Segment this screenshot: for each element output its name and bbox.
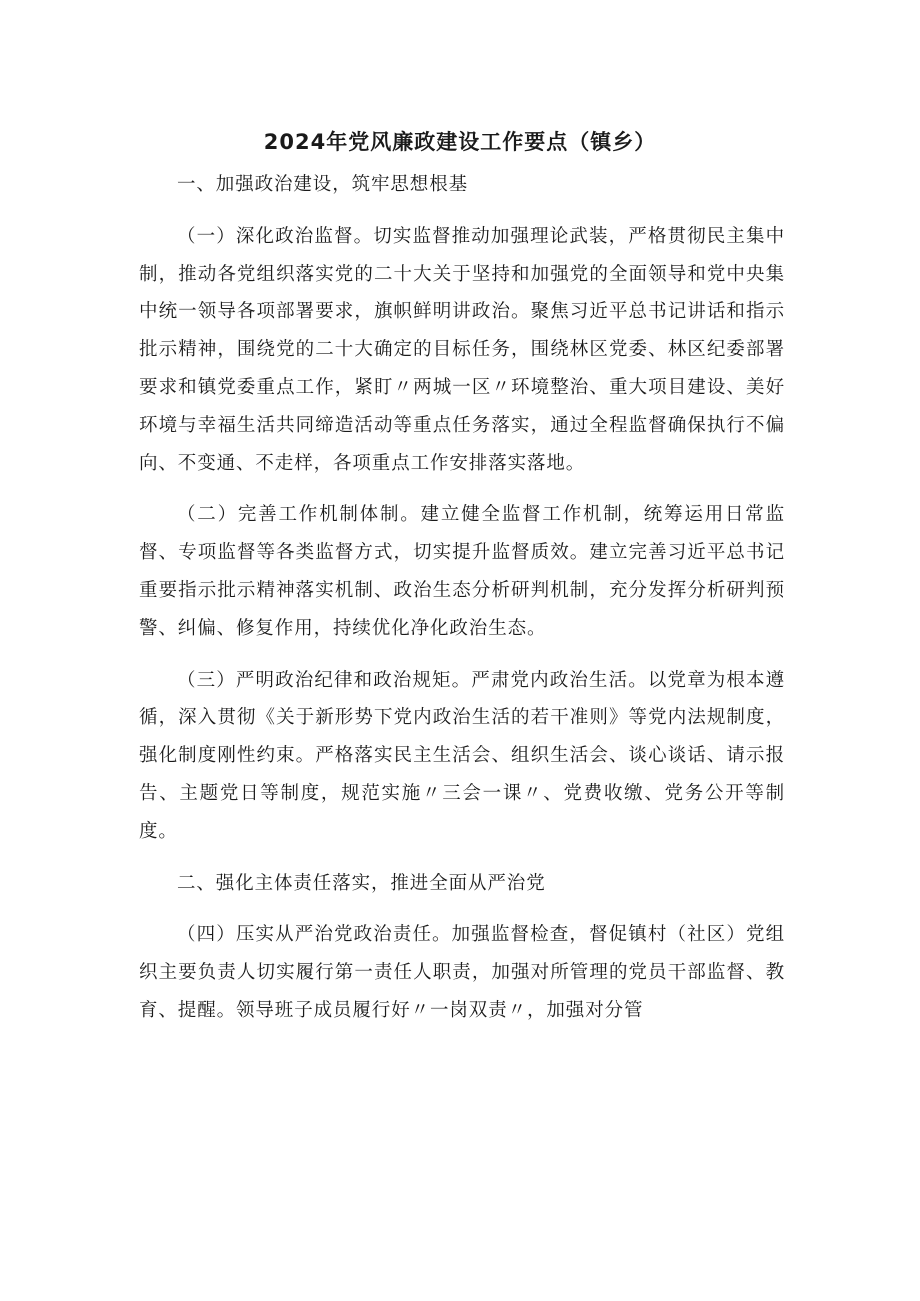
paragraph-1: （一）深化政治监督。切实监督推动加强理论武装，严格贯彻民主集中制，推动各党组织落实党的二十大关于坚持和加强党的全面领导和党中央集中统一领导各项部署要求，旗帜鲜明讲政治。聚焦习近平总书记讲话和指示批示精神，围绕党的二十大确定的目标任务，围绕林区党委、林区纪委部署要求和镇党委重点工作，紧盯〃两城一区〃环境整治、重大项目建设、美好环境与幸福生活共同缔造活动等重点任务落实，通过全程监督确保执行不偏向、不变通、不走样，各项重点工作安排落实落地。 xyxy=(139,225,785,474)
document-title: 2024年党风廉政建设工作要点（镇乡） xyxy=(263,130,657,154)
paragraph-4: （四）压实从严治党政治责任。加强监督检查，督促镇村（社区）党组织主要负责人切实履行第一责任人职责，加强对所管理的党员干部监督、教育、提醒。领导班子成员履行好〃一岗双责〃，加强对分管 xyxy=(139,924,785,1021)
paragraph-2: （二）完善工作机制体制。建立健全监督工作机制，统筹运用日常监督、专项监督等各类监督方式，切实提升监督质效。建立完善习近平总书记重要指示批示精神落实机制、政治生态分析研判机制，充分发挥分析研判预警、纠偏、修复作用，持续优化净化政治生态。 xyxy=(139,504,785,639)
section-heading-2: 二、强化主体责任落实，推进全面从严治党 xyxy=(177,872,546,894)
paragraph-3: （三）严明政治纪律和政治规矩。严肃党内政治生活。以党章为根本遵循，深入贯彻《关于新形势下党内政治生活的若干准则》等党内法规制度，强化制度刚性约束。严格落实民主生活会、组织生活会、谈心谈话、请示报告、主题党日等制度，规范实施〃三会一课〃、党费收缴、党务公开等制度。 xyxy=(139,669,785,842)
document-body xyxy=(139,166,785,1030)
section-heading-1: 一、加强政治建设，筑牢思想根基 xyxy=(177,174,469,195)
